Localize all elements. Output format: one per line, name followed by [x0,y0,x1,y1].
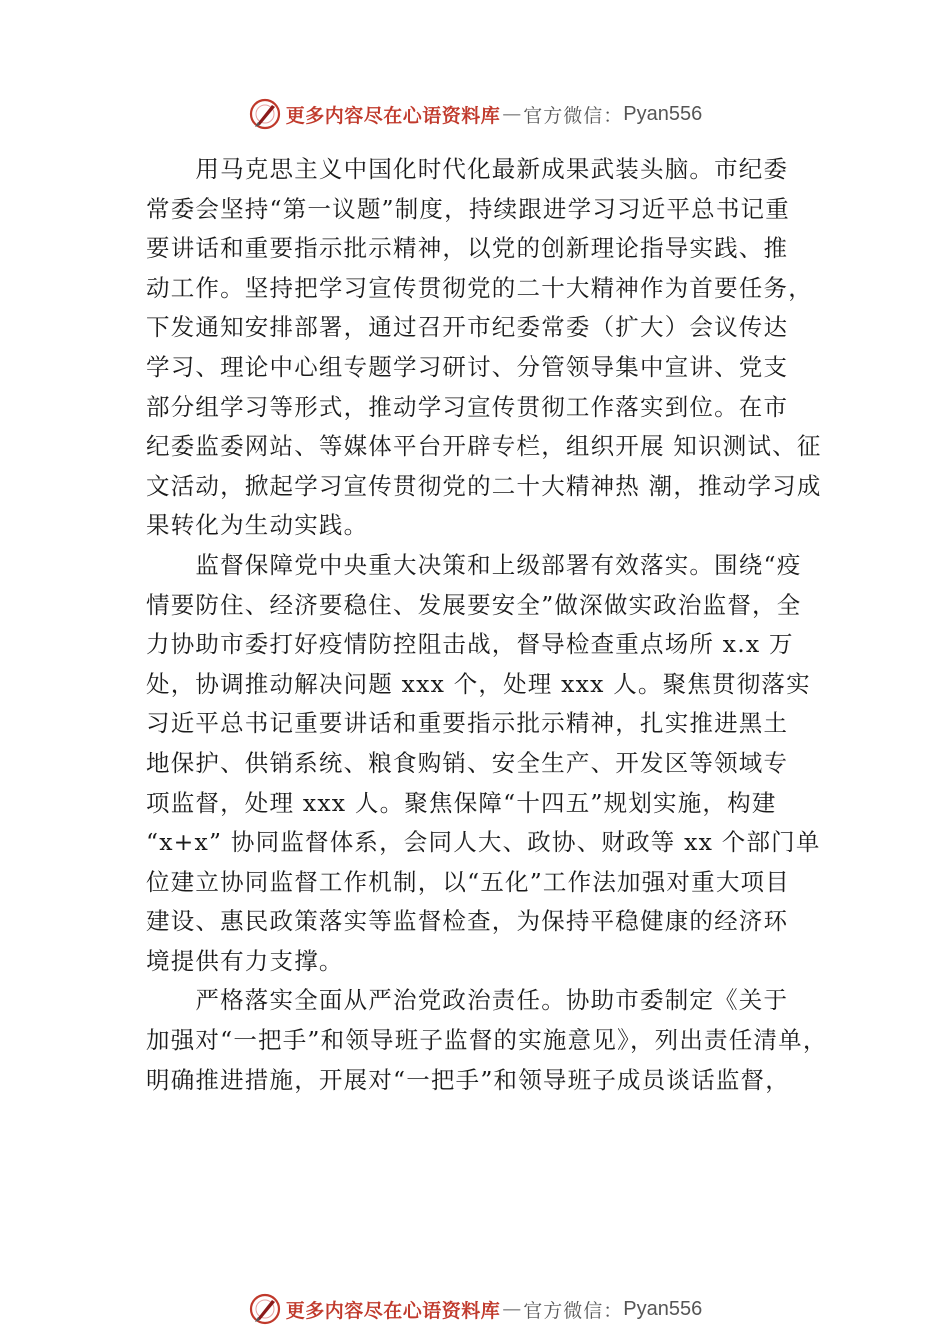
header-wechat-id: Pyan556 [623,102,703,125]
page-footer [0,1291,950,1327]
text-line: 加强对“一把手”和领导班子监督的实施意见》，列出责任清单， [146,1026,828,1055]
text-line: 下发通知安排部署，通过召开市纪委常委（扩大）会议传达 [146,313,789,342]
footer-brand: 更多内容尽在心语资料库 [285,1299,501,1322]
header-brand: 更多内容尽在心语资料库 [285,104,501,127]
text-line: “x+x” 协同监督体系，会同人大、政协、财政等 xx 个部门单 [146,828,821,857]
text-line: 果转化为生动实践。 [146,511,369,540]
quill-seal-icon [248,1292,282,1326]
text-line: 习近平总书记重要讲话和重要指示批示精神，扎实推进黑土 [146,709,789,738]
text-line: 要讲话和重要指示批示精神，以党的创新理论指导实践、推 [146,234,789,263]
footer-official-label: 官方微信： [523,1299,624,1322]
text-line: 动工作。坚持把学习宣传贯彻党的二十大精神作为首要任务， [146,273,813,302]
text-line: 学习、理论中心组专题学习研讨、分管领导集中宣讲、党支 [146,352,789,381]
header-separator: — [502,103,522,125]
text-line: 处，协调推动解决问题 xxx 个，处理 xxx 人。聚焦贯彻落实 [146,669,811,698]
paragraph [146,546,832,982]
text-line: 情要防住、经济要稳住、发展要安全”做深做实政治监督，全 [146,590,802,619]
text-line: 明确推进措施，开展对“一把手”和领导班子成员谈话监督， [146,1065,790,1094]
footer-wechat-id: Pyan556 [623,1297,703,1320]
text-line: 纪委监委网站、等媒体平台开辟专栏，组织开展 知识测试、征 [146,432,822,461]
page-header [0,96,950,132]
text-line: 项监督，处理 xxx 人。聚焦保障“十四五”规划实施，构建 [146,788,777,817]
text-line: 常委会坚持“第一议题”制度，持续跟进学习习近平总书记重 [146,194,790,223]
paragraph [146,981,832,1100]
text-line: 监督保障党中央重大决策和上级部署有效落实。围绕“疫 [146,550,802,579]
footer-separator: — [502,1298,522,1320]
text-line: 严格落实全面从严治党政治责任。协助市委制定《关于 [146,986,789,1015]
document-body [146,150,832,1100]
text-line: 用马克思主义中国化时代化最新成果武装头脑。市纪委 [146,155,789,183]
text-line: 位建立协同监督工作机制，以“五化”工作法加强对重大项目 [146,867,790,896]
text-line: 部分组学习等形式，推动学习宣传贯彻工作落实到位。在市 [146,392,789,421]
quill-seal-icon [248,97,282,131]
text-line: 力协助市委打好疫情防控阻击战，督导检查重点场所 x.x 万 [146,630,794,659]
text-line: 地保护、供销系统、粮食购销、安全生产、开发区等领域专 [146,748,789,777]
paragraph [146,150,832,546]
text-line: 境提供有力支撑。 [146,946,344,975]
header-official-label: 官方微信： [523,104,624,127]
text-line: 文活动，掀起学习宣传贯彻党的二十大精神热 潮，推动学习成 [146,471,822,500]
text-line: 建设、惠民政策落实等监督检查，为保持平稳健康的经济环 [146,907,789,936]
